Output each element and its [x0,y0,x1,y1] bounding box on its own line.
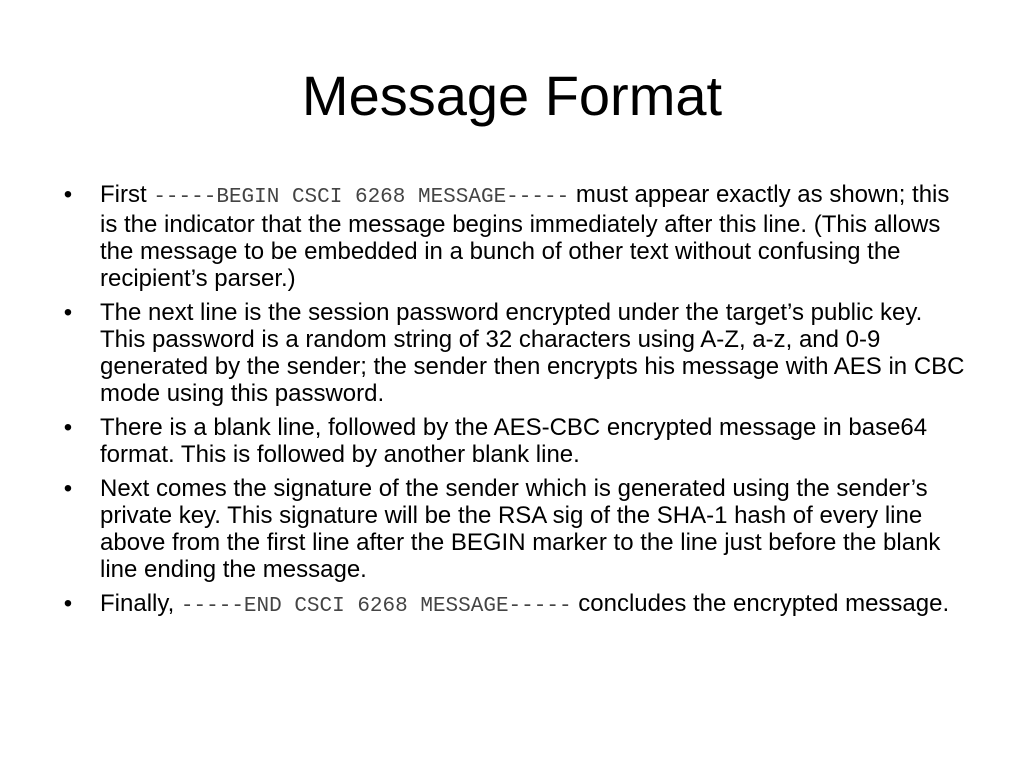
bullet-item-signature [58,475,968,583]
bullet-text: There is a blank line, followed by the AES-CBC encrypted message in base64 format. This is followed by another blank line. [100,414,928,468]
begin-marker-code: -----BEGIN CSCI 6268 MESSAGE----- [153,186,570,209]
end-marker-code: -----END CSCI 6268 MESSAGE----- [180,595,572,618]
bullet-item-end-marker [58,590,968,620]
bullet-text-before: Finally, [100,590,181,617]
bullet-item-begin-marker [58,181,968,292]
bullet-icon: • [63,590,73,617]
bullet-text-before: First [100,181,154,208]
bullet-icon: • [63,414,73,441]
bullet-text: Next comes the signature of the sender which is generated using the sender’s private key. This signature will be the RSA sig of the SHA-1 hash of every line above from the first line after the BEGIN marker to the line just before the blank line ending the message. [100,475,941,583]
bullet-icon: • [63,181,73,208]
bullet-text-after: concludes the encrypted message. [571,590,950,617]
bullet-list [58,181,968,627]
bullet-icon: • [63,299,73,326]
bullet-item-encrypted-message [58,414,968,468]
bullet-icon: • [63,475,73,502]
slide-title: Message Format [301,64,723,127]
bullet-text: The next line is the session password encrypted under the target’s public key. This password is a random string of 32 characters using A-Z, a-z, and 0-9 generated by the sender; the sender then encrypts his message with AES in CBC mode using this password. [100,299,965,407]
bullet-text-after: must appear exactly as shown; this is the indicator that the message begins immediately after this line. (This allows the message to be embedded in a bunch of other text without confusing the recipient’s parser.) [100,181,950,292]
bullet-item-session-password [58,299,968,407]
